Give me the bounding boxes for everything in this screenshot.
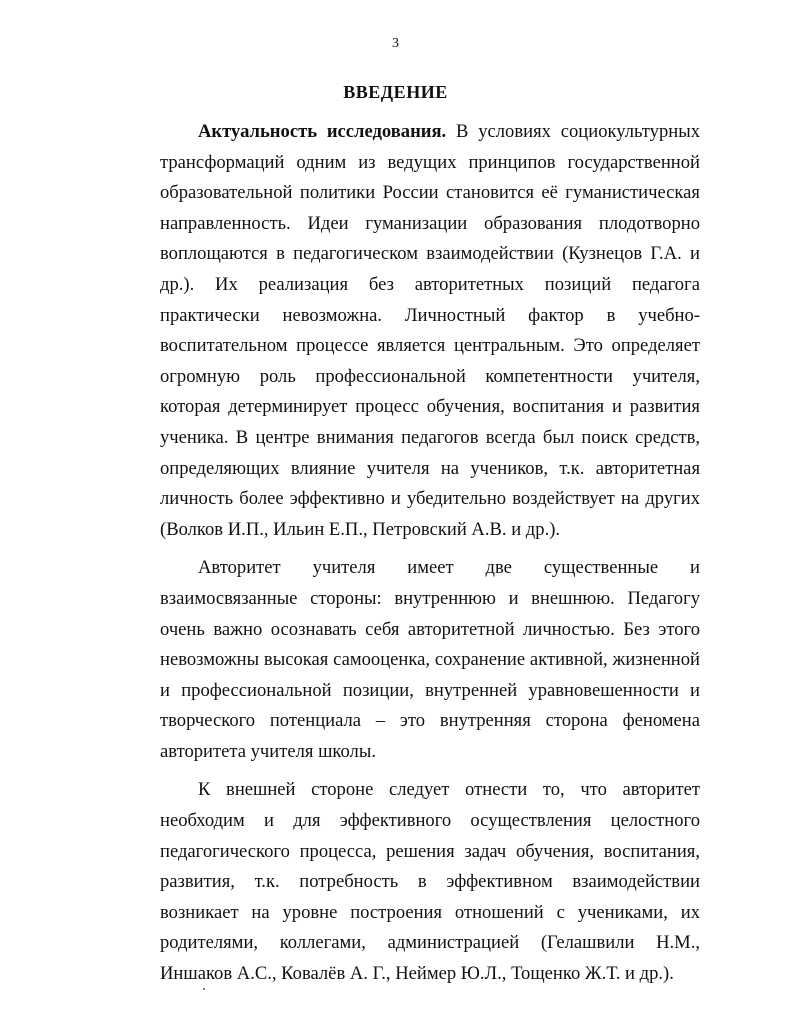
paragraph-text: Авторитет учителя имеет две существенные и взаимосвязанные стороны: внутреннюю и внешнюю. Педагогу очень важно осознавать себя авторитетной личностью. Без этого невозможны высокая самооценка, сохранение активной, жизненной и профессиональной позиции, внутренней уравновешенности и творческого потенциала – это внутренняя сторона феномена авторитета учителя школы.	[160, 557, 700, 762]
paragraph-external-side	[160, 775, 700, 989]
scan-speck	[203, 988, 205, 990]
paragraph-text: К внешней стороне следует отнести то, что авторитет необходим и для эффективного осуществления целостного педагогического процесса, решения задач обучения, воспитания, развития, т.к. потребность в эффективном взаимодействии возникает на уровне построения отношений с учениками, их родителями, коллегами, администрацией (Гелашвили Н.М., Иншаков А.С., Ковалёв А. Г., Неймер Ю.Л., Тощенко Ж.Т. и др.).	[160, 779, 700, 985]
paragraph-lead: Актуальность исследования.	[198, 121, 447, 142]
paragraph-text: В условиях социокультурных трансформаций одним из ведущих принципов государственной образовательной политики России становится её гуманистическая направленность. Идеи гуманизации образования плодотворно воплощаются в педагогическом взаимодействии (Кузнецов Г.А. и др.). Их реализация без авторитетных позиций педагога практически невозможна. Личностный фактор в учебно-воспитательном процессе является центральным. Это определяет огромную роль профессиональной компетентности учителя, которая детерминирует процесс обучения, воспитания и развития ученика. В центре внимания педагогов всегда был поиск средств, определяющих влияние учителя на учеников, т.к. авторитетная личность более эффективно и убедительно воздействует на других (Волков И.П., Ильин Е.П., Петровский А.В. и др.).	[160, 121, 701, 540]
paragraph-authority-sides	[160, 553, 700, 767]
body-text	[160, 117, 700, 990]
section-heading: ВВЕДЕНИЕ	[343, 82, 448, 102]
paragraph-relevance	[160, 117, 700, 545]
page-number: 3	[392, 36, 399, 51]
